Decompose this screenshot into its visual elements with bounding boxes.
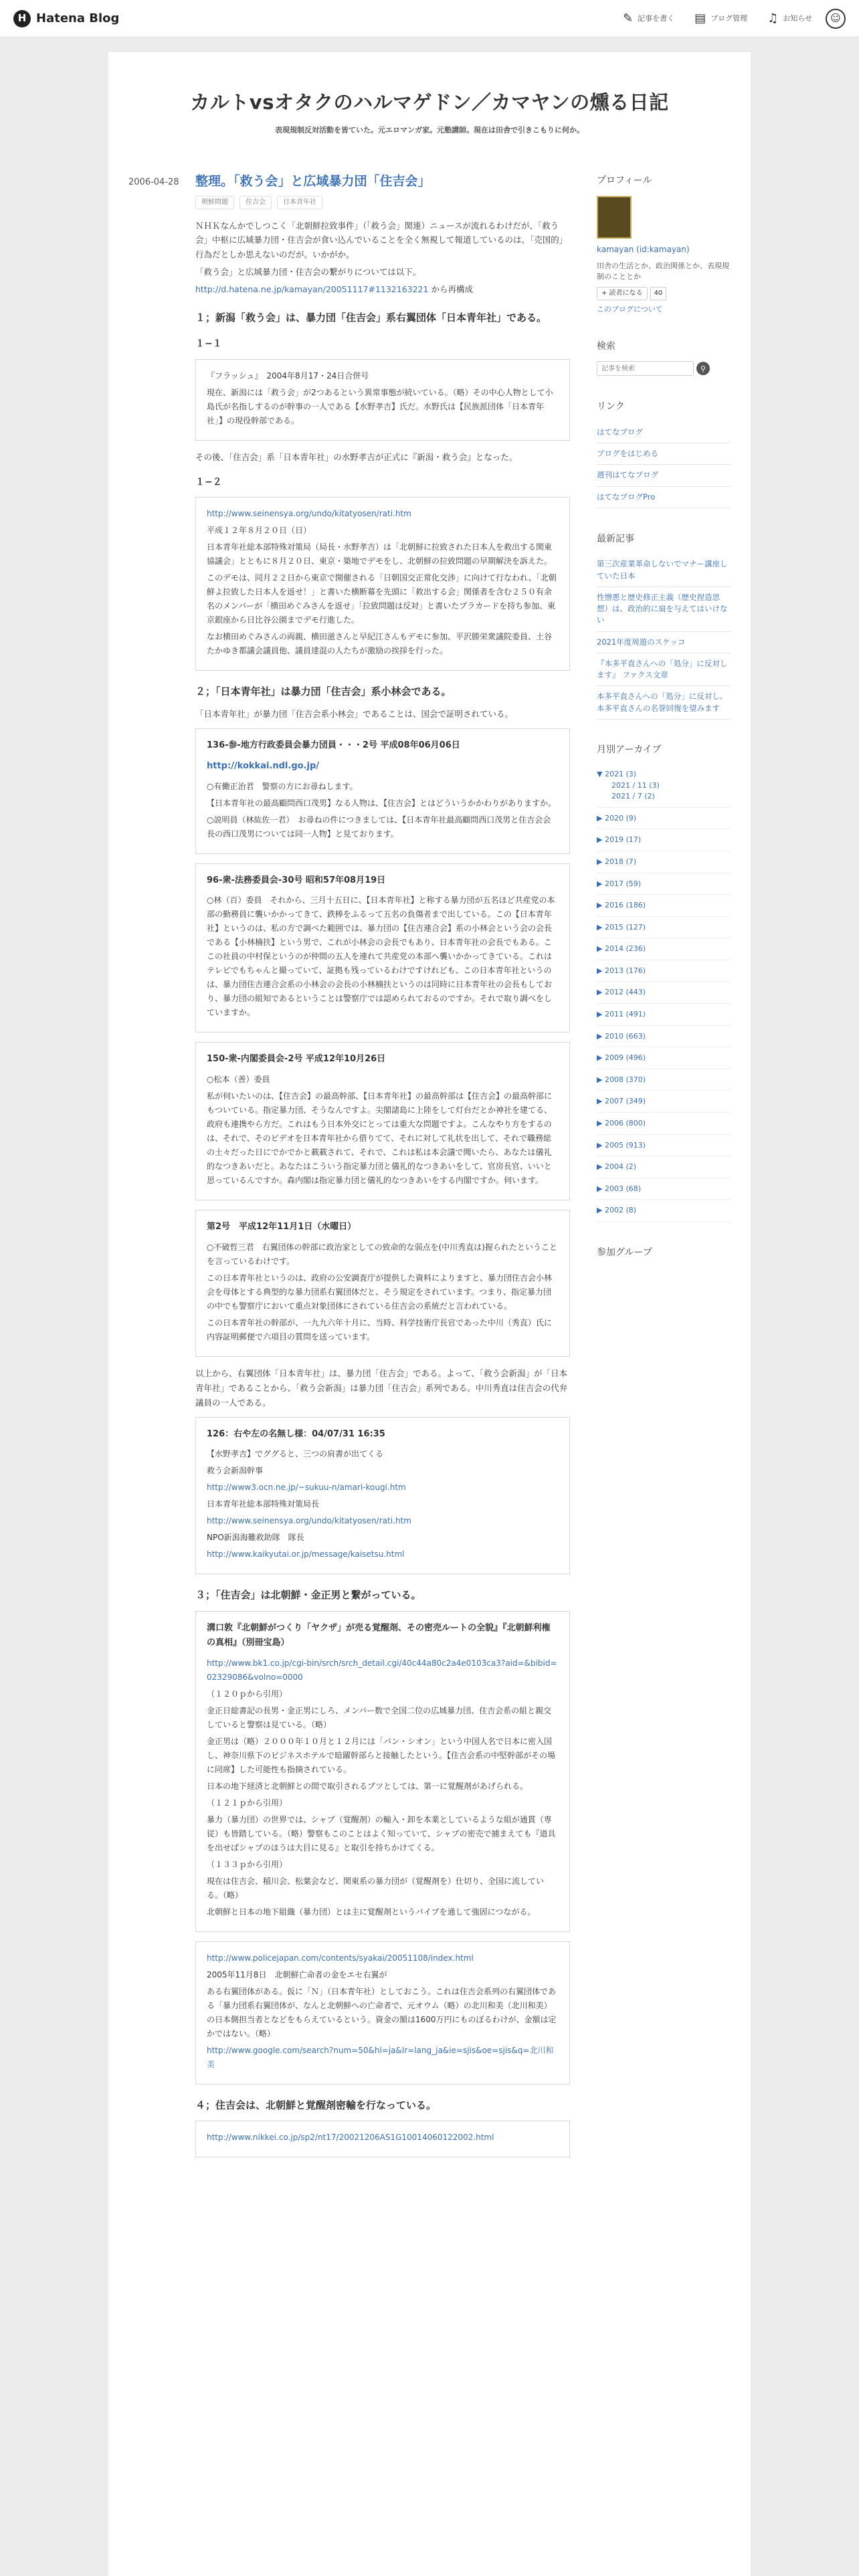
notifications-button[interactable] (767, 12, 812, 25)
archive-module (597, 742, 731, 1222)
content-area (108, 173, 751, 2167)
quote-line: 日本の地下経済と北朝鮮との間で取引されるブツとしては、第一に覚醒剤があげられる。 (207, 1782, 529, 1792)
recent-heading: 最新記事 (597, 533, 634, 544)
quote-link[interactable]: http://www.policejapan.com/contents/syakai/20051108/index.html (207, 1953, 474, 1963)
profile-avatar[interactable] (597, 196, 632, 239)
blog-header (108, 52, 751, 173)
profile-module (597, 173, 731, 316)
link-item-label[interactable]: はてなブログ (597, 427, 643, 437)
quote-heading: 150-衆-内閣委員会-2号 平成12年10月26日 (207, 1054, 386, 1065)
category-tag[interactable]: 日本青年社 (277, 196, 322, 209)
quote-line: なお横田めぐみさんの両親、横田滋さんと早紀江さんもデモに参加、平沢勝栄衆議院委員、土谷たかゆき都議会議員他、議員達混の人たちが激励の挨拶を行った。 (207, 632, 553, 656)
quote-line: ある右翼団体がある。仮に「Ｎ」（日本青年社）としておこう。これは住吉会系列の右翼団体である「暴力団系右翼団体が、なんと北朝鮮への亡命者で、元オウム（略）の北川和美（北川和美）の日本側担当者となどをもらえているという。資金の額は1600万円にものぼるわけが、金額は定かではない。（略） (207, 1987, 557, 2039)
archive-year-label[interactable]: ▶ 2015 (127) (597, 922, 646, 932)
blog-page (108, 52, 751, 2576)
dashboard-icon: ▤ (694, 11, 706, 25)
hatena-logo-icon: H (13, 10, 31, 27)
quote-line: 金正日総書記の長男・金正男にしろ、メンバー数で全国二位の広域暴力団、住吉会系の組と親交していると警察は見ている。（略） (207, 1706, 552, 1730)
quote-heading: 136-参-地方行政委員会暴力団員・・・2号 平成08年06月06日 (207, 740, 460, 751)
quote-line: ○有働正治君 警察の方にお尋ねします。 (207, 781, 358, 791)
intro-paragraph: 「救う会」と広域暴力団・住吉会の繋がりについては以下。 (195, 267, 421, 278)
subscribe-button[interactable]: + 読者になる (597, 287, 648, 300)
about-blog-link[interactable]: このブログについて (597, 304, 663, 314)
archive-year[interactable] (597, 960, 731, 982)
blockquote (195, 1941, 570, 2084)
notifications-label: お知らせ (783, 13, 812, 23)
blockquote (195, 497, 570, 671)
quote-line: 2005年11月8日 北朝鮮亡命者の金をエセ右翼が (207, 1970, 387, 1980)
blockquote (195, 1417, 570, 1575)
quote-heading: 96-衆-法務委員会-30号 昭和57年08月19日 (207, 875, 386, 885)
blockquote (195, 728, 570, 854)
recent-item-label[interactable]: 2021年度周遊のスケッコ (597, 637, 686, 647)
hatena-logo[interactable] (13, 8, 119, 29)
quote-line: このデモは、同月２２日から東京で開催される「日朝国交正常化交渉」に向けて行なわれ、「北朝鮮よ拉致した日本人を返せ！」と書いた横断幕を先頭に「救出する会」関係者を含む２５０有余名のメンバーが「横田めぐみさんを返せ」「拉致問題は反対」と書いたプラカードを持ち参加、東京銀座から日比谷公園までデモ行進した。 (207, 573, 557, 625)
sidebar (597, 173, 731, 2167)
quote-line: この日本青年社の幹部が、一九九六年十月に、当時、科学技術庁長官であった中川（秀直）氏に内容証明郵便で六項目の質問を送っています。 (207, 1317, 552, 1341)
quote-line: 私が伺いたいのは、【住吉会】の最高幹部、【日本青年社】の最高幹部は【住吉会】の最高幹部にもついている。指定暴力団、そうなんですよ。尖閣諸島に上陸をして灯台だとか神社を建てる、政府も連携やら方だ。これはもう日本外交にとっては重大な問題ですよ。こんなやり方をするのは、それで、そのビデオを日本青年社から借りてて、それに対して礼状を出して、それで職務総の土々だった日にでかでかと載載されて、それで、これは私は本会議で聞いたら、あなたは儀礼的なつきあいだと。あなたはこういう指定暴力団と儀礼的なつきあいをして、官房長官、いいと思っているんですか。森内閣は指定暴力団と儀礼的なつきあいをする内閣ですか。伺います。 (207, 1091, 553, 1186)
link-item-label[interactable]: はてなブログPro (597, 492, 656, 502)
groups-heading: 参加グループ (597, 1247, 652, 1259)
intro-paragraph: ＮＨＫなんかでしつこく「北朝鮮拉致事件」（「救う会」関連）ニュースが流れるわけだが、「救う会」中枢に広域暴力団・住吉会が食い込んでいることを全く無視して報道しているのは、「売国的」行為だとしか思えないのだが。いかがか。 (195, 220, 568, 260)
archive-heading: 月別アーカイブ (597, 744, 662, 755)
archive-year-label[interactable]: ▶ 2013 (176) (597, 966, 646, 975)
quote-line: 暴力（暴力団）の世界では、シャブ（覚醒剤）の輸入・卸を本業としているような組が通貫（専従）も皆踏している。（略）警察もこのことはよく知っていて、シャブの密売で捕まえても『道具を出せばシャブのほうは大目に見る』と取引を持ちかけてくる。 (207, 1815, 556, 1853)
reader-row (597, 287, 731, 300)
archive-year[interactable] (597, 1004, 731, 1026)
search-icon[interactable]: ⚲ (696, 362, 710, 375)
archive-year[interactable] (597, 1091, 731, 1113)
quote-line: （１３３ｐから引用） (207, 1860, 288, 1870)
archive-year-label[interactable]: ▶ 2012 (443) (597, 988, 646, 997)
quote-link[interactable]: http://kokkai.ndl.go.jp/ (207, 760, 320, 771)
link-item[interactable] (597, 443, 731, 465)
archive-year-label[interactable]: ▶ 2003 (68) (597, 1184, 642, 1193)
archive-year[interactable] (597, 808, 731, 830)
quote-line: ○林（百）委員 それから、三月十五日に、【日本青年社】と称する暴力団が五名ほど共産党の本部の勤務員に襲いかかってきて、鉄棒をふるって五名の負傷者まで出している。この【日本青年社】というのは、私の方で調べた範囲では、暴力団の【住吉連合会】系の小林会という会の会長である【小林楠扶】という男で、これが小林会の会長でもあり、日本青年社の会長でもある。ここの社員の中村保というのが仲間の五人を連れて共産党の本部へ襲いかかってきている。これはテレビでもちゃんと撮っていて、証拠も残っているわけですけれども、この日本青年社というのは、暴力団住吉連合会系の小林会の会長の小林楠扶というのは同時に日本青年社の会長もしており、暴力団の組知であるということは警察庁では認められておるのですか。それで取り調べをしていますか。 (207, 895, 555, 1018)
quote-line: 【日本青年社の最高顧問西口茂男】なる人物は、【住吉会】とはどういうかかわりがありますか。 (207, 798, 557, 808)
global-header (0, 0, 859, 37)
archive-year[interactable] (597, 917, 731, 939)
archive-year-label[interactable]: ▶ 2011 (491) (597, 1010, 646, 1019)
archive-year[interactable] (597, 873, 731, 895)
section-heading-4: ４；住吉会は、北朝鮮と覚醒剤密輸を行なっている。 (195, 2099, 437, 2112)
date-column (128, 173, 195, 2167)
quote-heading: 126：右や左の名無し様：04/07/31 16:35 (207, 1428, 385, 1439)
links-module (597, 399, 731, 508)
paragraph: その後、「住吉会」系「日本青年社」の水野孝吉が正式に『新潟・救う会』となった。 (195, 451, 518, 462)
archive-year[interactable] (597, 1026, 731, 1048)
recent-item[interactable] (597, 686, 731, 720)
quote-line: ○不破哲三君 右翼団体の幹部に政治家としての致命的な弱点を(中川秀直は)握られたということを言っているわけです。 (207, 1242, 557, 1266)
archive-year[interactable] (597, 1135, 731, 1157)
subsection-heading: １−１ (195, 338, 222, 350)
archive-year-label[interactable]: ▶ 2007 (349) (597, 1097, 646, 1106)
archive-year[interactable] (597, 1047, 731, 1069)
blockquote (195, 863, 570, 1033)
quote-link[interactable]: http://www.nikkei.co.jp/sp2/nt17/20021206AS1G10014060122002.html (207, 2133, 494, 2143)
archive-year[interactable] (597, 982, 731, 1004)
intro-link-suffix: から再構成 (431, 284, 473, 295)
logo-text: Hatena Blog (36, 11, 120, 25)
quote-line: 救う会新潟幹事 (207, 1466, 264, 1476)
archive-year-label[interactable]: ▶ 2010 (663) (597, 1031, 646, 1041)
link-item[interactable] (597, 422, 731, 443)
archive-year[interactable] (597, 851, 731, 873)
blockquote (195, 2121, 570, 2157)
recent-item-label[interactable]: 性憎悪と歴史修正主義（歴史捏造思想）は、政治的に扇を与えてはいけない (597, 592, 728, 625)
blockquote (195, 1611, 570, 1933)
link-item-label[interactable]: 週刊はてなブログ (597, 470, 658, 480)
blog-title[interactable]: カルトvsオタクのハルマゲドン／カマヤンの燻る日記 (190, 91, 669, 114)
archive-year-label[interactable]: ▼ 2021 (3) (597, 770, 637, 779)
recent-item[interactable] (597, 632, 731, 653)
archive-year-label[interactable]: ▶ 2016 (186) (597, 901, 646, 910)
archive-year-open[interactable] (597, 764, 731, 808)
archive-year[interactable] (597, 1178, 731, 1200)
archive-year[interactable] (597, 1156, 731, 1178)
profile-text: 田舎の生活とか、政治関係とか、表現規制のこととか (597, 261, 729, 281)
archive-month-link[interactable]: 2021 / 11 (3) (611, 780, 660, 790)
quote-link[interactable]: http://www3.ocn.ne.jp/~sukuu-n/amari-kougi.htm (207, 1483, 406, 1493)
link-item[interactable] (597, 465, 731, 486)
archive-year-label[interactable]: ▶ 2008 (370) (597, 1075, 646, 1084)
quote-heading: 第2号 平成12年11月1日（水曜日） (207, 1222, 357, 1232)
quote-line: 日本青年社総本部特殊対策局（局長・水野孝吉）は「北朝鮮に拉致された日本人を救出する関東協議会」とともに８月２０日、東京・築地でデモをし、北朝鮮の拉致問題の早期解決を訴えた。 (207, 542, 553, 566)
search-form (597, 361, 731, 376)
quote-line: 【水野孝吉】でググると、三つの肩書が出てくる (207, 1449, 384, 1459)
blockquote (195, 1210, 570, 1357)
archive-year-label[interactable]: ▶ 2005 (913) (597, 1140, 646, 1150)
section-heading-1: １；新潟「救う会」は、暴力団「住吉会」系右翼団体「日本青年社」である。 (195, 311, 547, 324)
recent-item[interactable] (597, 653, 731, 687)
quote-line: 現在は住吉会、稲川会、松葉会など、関東系の暴力団が（覚醒剤を）仕切り、全国に流している。（略） (207, 1876, 545, 1901)
archive-year[interactable] (597, 938, 731, 960)
quote-line: ○松本（善）委員 (207, 1075, 270, 1085)
quote-line: 現在、新潟には「救う会」が2つあるという異常事態が続いている。（略）その中心人物として小島氏が名指しするのが幹事の一人である【水野孝吉】氏だ。水野氏は【民族派団体「日本青年社」】の現役幹部である。 (207, 387, 553, 425)
entry-title[interactable]: 整理。「救う会」と広域暴力団「住吉会」 (195, 174, 431, 189)
entry-main (195, 173, 570, 2167)
intro-link[interactable]: http://d.hatena.ne.jp/kamayan/20051117#1132163221 (195, 284, 429, 295)
recent-item-label[interactable]: 『本多平直さんへの「処分」に反対します』 ファクス文章 (597, 658, 728, 679)
search-heading: 検索 (597, 340, 615, 352)
quote-line: 金正男は（略）２０００年１０月と１２月には「パン・シオン」という中国人名で日本に密入国し、神奈川県下のビジネスホテルで暗躍幹部らと接触したという。【住吉会系の中堅幹部がその場に同席】した可能性も指摘されている。 (207, 1737, 556, 1775)
archive-year[interactable] (597, 1200, 731, 1222)
recent-item-label[interactable]: 本多平直さんへの「処分」に反対し、本多平直さんの名誉回復を望みます (597, 691, 728, 713)
profile-heading: プロフィール (597, 175, 652, 186)
entry-date[interactable]: 2006-04-28 (128, 177, 179, 187)
archive-year-label[interactable]: ▶ 2004 (2) (597, 1162, 637, 1172)
archive-year[interactable] (597, 829, 731, 851)
recent-module (597, 531, 731, 720)
archive-year-list (597, 808, 731, 1222)
paragraph: 「日本青年社」が暴力団「住吉会系小林会」であることは、国会で証明されている。 (195, 709, 514, 720)
quote-line: ○説明員（林紘佐一君） お尋ねの件につきましては、【日本青年社最高顧問西口茂男と住吉会会長の西口茂男については同一人物】と見ております。 (207, 815, 551, 839)
quote-link[interactable]: http://www.kaikyutai.or.jp/message/kaisetsu.html (207, 1549, 405, 1560)
global-nav (623, 12, 812, 25)
archive-year[interactable] (597, 1113, 731, 1135)
quote-line: 北朝鮮と日本の地下組織（暴力団）とは主に覚醒剤というパイプを通して強固につながる。 (207, 1907, 536, 1917)
category-tag[interactable]: 朝鮮問題 (195, 196, 234, 209)
quote-line: この日本青年社というのは、政府の公安調査庁が提供した資料によりますと、暴力団住吉会小林会を母体とする典型的な暴力団系右翼団体だと、そう規定をされています。つまり、指定暴力団の中でも警察庁において重点対象団体にされている住吉会の系統だと言われている。 (207, 1273, 553, 1311)
recent-item-label[interactable]: 第三次産業革命しないでマナー講座していた日本 (597, 559, 728, 580)
category-list (195, 196, 570, 209)
recent-item[interactable] (597, 587, 731, 632)
subsection-heading: １−２ (195, 476, 222, 488)
archive-year-label[interactable]: ▶ 2002 (8) (597, 1206, 637, 1215)
links-heading: リンク (597, 401, 625, 413)
link-item-label[interactable]: ブログをはじめる (597, 449, 658, 458)
blog-description: 表現規制反対活動を皆ていた。元エロマンガ家。元塾講師。現在は田舎で引きこもりに何か。 (275, 125, 584, 134)
write-article-label: 記事を書く (638, 13, 675, 23)
archive-year-label[interactable]: ▶ 2009 (496) (597, 1053, 646, 1063)
quote-link[interactable]: http://www.bk1.co.jp/cgi-bin/srch/srch_detail.cgi/40c44a80c2a4e0103ca3?aid=&bibid=02329086&volno=0000 (207, 1658, 557, 1683)
user-avatar-icon[interactable]: ☺ (826, 9, 846, 29)
quote-line: 『フラッシュ』 2004年8月17・24日合併号 (207, 370, 369, 381)
archive-year-label[interactable]: ▶ 2014 (236) (597, 944, 646, 954)
archive-year-label[interactable]: ▶ 2017 (59) (597, 879, 642, 888)
intro-source (195, 282, 570, 297)
groups-module (597, 1245, 731, 1261)
search-input[interactable] (597, 361, 694, 376)
blog-manage-label: ブログ管理 (710, 13, 748, 23)
write-article-button[interactable] (623, 12, 674, 25)
quote-link[interactable]: http://www.seinensya.org/undo/kitatyosen/rati.htm (207, 509, 411, 519)
recent-item[interactable] (597, 554, 731, 587)
category-tag[interactable]: 住吉会 (240, 196, 272, 209)
quote-line: （１２０ｐから引用） (207, 1689, 288, 1699)
link-item[interactable] (597, 487, 731, 508)
archive-year-label[interactable]: ▶ 2006 (800) (597, 1119, 646, 1128)
quote-link[interactable]: http://www.seinensya.org/undo/kitatyosen/rati.htm (207, 1516, 411, 1526)
pencil-icon: ✎ (623, 11, 634, 25)
paragraph: 以上から、右翼団体「日本青年社」は、暴力団「住吉会」である。よって、「救う会新潟」が「日本青年社」であることから、「救う会新潟」は暴力団「住吉会」系列である。中川秀直は住吉会の代弁議員の一人である。 (195, 1368, 568, 1408)
quote-line: 平成１２年８月２０日（日） (207, 526, 312, 536)
quote-heading: 溝口敦『北朝鮮がつくり「ヤクザ」が売る覚醒剤、その密売ルートの全貌』『北朝鮮利権の真相』（別冊宝島） (207, 1622, 551, 1648)
quote-line: NPO新潟海難救助隊 隊長 (207, 1533, 304, 1543)
archive-month-link[interactable]: 2021 / 7 (2) (611, 792, 655, 801)
archive-year-label[interactable]: ▶ 2019 (17) (597, 835, 642, 845)
archive-year-label[interactable]: ▶ 2020 (9) (597, 813, 637, 823)
bell-icon: ♫ (767, 11, 779, 25)
section-heading-2: ２；「日本青年社」は暴力団「住吉会」系小林会である。 (195, 685, 452, 698)
archive-year[interactable] (597, 895, 731, 917)
reader-count[interactable]: 40 (650, 287, 667, 300)
profile-name[interactable]: kamayan (id:kamayan) (597, 244, 690, 254)
archive-year-label[interactable]: ▶ 2018 (7) (597, 857, 637, 866)
section-heading-3: ３；「住吉会」は北朝鮮・金正男と繋がっている。 (195, 1589, 421, 1602)
quote-line: （１２１ｐから引用） (207, 1798, 288, 1808)
search-module (597, 338, 731, 377)
archive-year[interactable] (597, 1069, 731, 1091)
blockquote (195, 359, 570, 441)
quote-link[interactable]: http://www.google.com/search?num=50&hl=ja&lr=lang_ja&ie=sjis&oe=sjis&q=北川和美 (207, 2046, 554, 2070)
blog-manage-button[interactable] (694, 12, 747, 25)
quote-line: 日本青年社総本部特殊対策局長 (207, 1499, 320, 1509)
blockquote (195, 1042, 570, 1200)
